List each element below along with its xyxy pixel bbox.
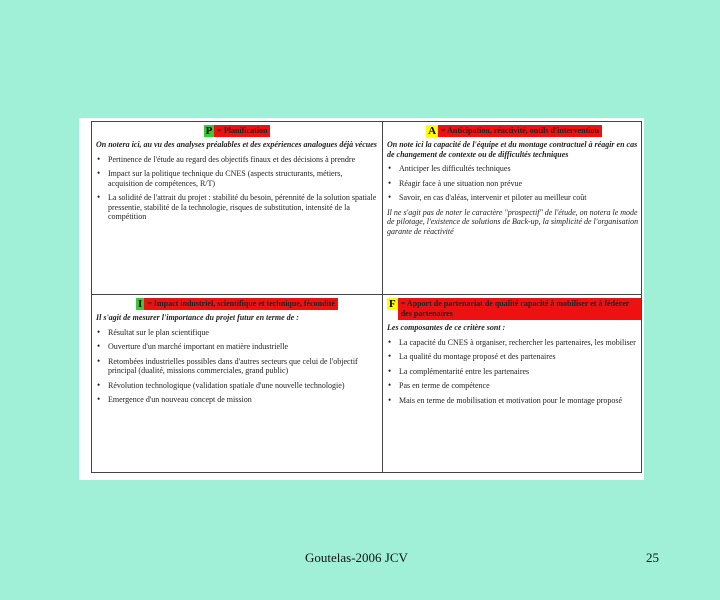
list-item: • Ouverture d'un marché important en matière industrielle bbox=[96, 342, 378, 352]
list-item: • Impact sur la politique technique du CNES (aspects structurants, métiers, acquisition de compétences, R/T) bbox=[96, 169, 378, 188]
cell-intro: Les composantes de ce critère sont : bbox=[387, 323, 506, 332]
cell-planification bbox=[96, 125, 378, 227]
cell-header bbox=[387, 125, 641, 137]
bullet-list bbox=[387, 338, 641, 406]
cell-header bbox=[96, 125, 378, 137]
bullet-list bbox=[387, 164, 641, 203]
list-item: • Résultat sur le plan scientifique bbox=[96, 328, 378, 338]
list-item: • Retombées industrielles possibles dans d'autres secteurs que celui de l'objectif principal (dualité, missions commerciales, grand public) bbox=[96, 357, 378, 376]
criterion-letter: P bbox=[205, 125, 213, 137]
page-number: 25 bbox=[646, 550, 659, 565]
list-item: • Pertinence de l'étude au regard des objectifs finaux et des décisions à prendre bbox=[96, 155, 378, 165]
criterion-title: = Impact industriel, scientifique et technique, fécondité bbox=[144, 298, 338, 310]
cell-impact bbox=[96, 298, 378, 410]
cell-intro: On note ici la capacité de l'équipe et du montage contractuel à réagir en cas de changement de contexte ou de difficultés techniques bbox=[387, 140, 638, 159]
table-divider-horizontal bbox=[92, 294, 641, 295]
criterion-title: = Apport de partenariat de qualité capacité à mobiliser et à fédérer des partenaires bbox=[398, 298, 641, 320]
footer-label: Goutelas-2006 JCV bbox=[305, 550, 408, 565]
cell-note: Il ne s'agit pas de noter le caractère "prospectif" de l'étude, on notera le mode de pilotage, l'existence de solutions de Back-up, la simplicité de l'organisation garante de réactivité bbox=[387, 207, 639, 236]
criteria-table bbox=[91, 121, 642, 473]
list-item: • Réagir face à une situation non prévue bbox=[387, 179, 641, 189]
list-item: • Révolution technologique (validation spatiale d'une nouvelle technologie) bbox=[96, 381, 378, 391]
document-image bbox=[79, 118, 644, 480]
list-item: • Emergence d'un nouveau concept de mission bbox=[96, 395, 378, 405]
list-item: • Anticiper les difficultés techniques bbox=[387, 164, 641, 174]
bullet-list bbox=[96, 155, 378, 222]
list-item: • La capacité du CNES à organiser, rechercher les partenaires, les mobiliser bbox=[387, 338, 641, 348]
criterion-title: = Planification bbox=[214, 125, 270, 137]
list-item: • Pas en terme de compétence bbox=[387, 381, 641, 391]
criterion-letter: F bbox=[389, 298, 396, 310]
cell-partenariat bbox=[387, 298, 641, 410]
bullet-list bbox=[96, 328, 378, 405]
cell-intro: On notera ici, au vu des analyses préalables et des expériences analogues déjà vécues bbox=[96, 140, 377, 149]
cell-anticipation bbox=[387, 125, 641, 236]
list-item: • Mais en terme de mobilisation et motivation pour le montage proposé bbox=[387, 396, 641, 406]
criterion-letter: I bbox=[138, 298, 143, 310]
cell-header bbox=[387, 298, 641, 320]
criterion-letter: A bbox=[428, 125, 437, 137]
criterion-title: = Anticipation, réactivité, outils d'intervention bbox=[438, 125, 602, 137]
list-item: • La complémentarité entre les partenaires bbox=[387, 367, 641, 377]
table-divider-vertical bbox=[382, 122, 383, 472]
list-item: • La solidité de l'attrait du projet : stabilité du besoin, pérennité de la solution spatiale pressentie, stabilité de la technologie, risques de substitution, intensité de la compétition bbox=[96, 193, 378, 222]
list-item: • Savoir, en cas d'aléas, intervenir et piloter au meilleur coût bbox=[387, 193, 641, 203]
list-item: • La qualité du montage proposé et des partenaires bbox=[387, 352, 641, 362]
cell-header bbox=[96, 298, 378, 310]
cell-intro: Il s'agit de mesurer l'importance du projet futur en terme de : bbox=[96, 313, 299, 322]
